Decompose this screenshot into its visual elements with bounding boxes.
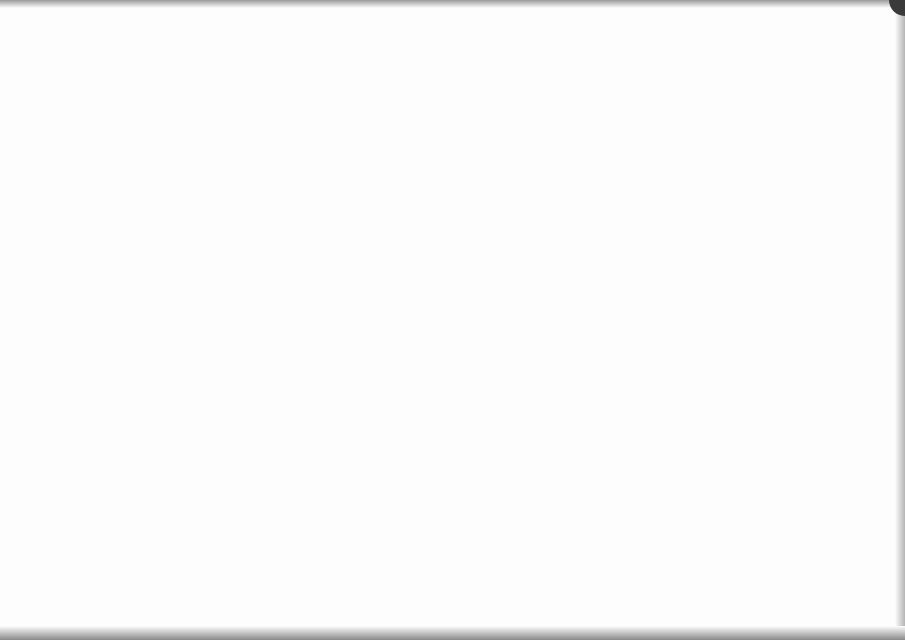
scan-corner [889, 0, 905, 16]
scan-edge-right [895, 0, 905, 640]
column-header-row [40, 49, 871, 67]
scan-edge-top [0, 0, 905, 8]
scan-edge-bottom [0, 626, 905, 640]
